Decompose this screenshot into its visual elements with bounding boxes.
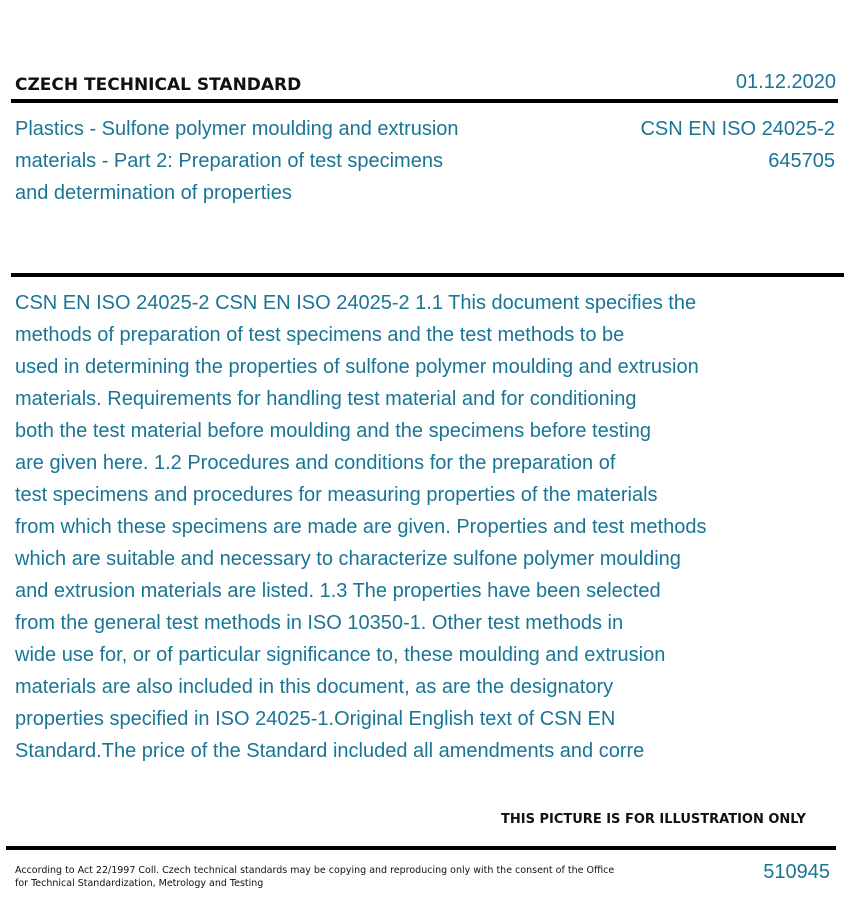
- abstract-line: are given here. 1.2 Procedures and conditions for the preparation of: [15, 452, 616, 474]
- abstract-line: properties specified in ISO 24025-1.Original English text of CSN EN: [15, 708, 616, 730]
- standard-code: CSN EN ISO 24025-2: [640, 118, 835, 140]
- legal-notice: [15, 864, 615, 890]
- document-title-line: Plastics - Sulfone polymer moulding and extrusion: [15, 118, 459, 140]
- header-divider: [11, 99, 838, 103]
- abstract-line: Standard.The price of the Standard included all amendments and corre: [15, 740, 645, 762]
- standard-type-label: CZECH TECHNICAL STANDARD: [15, 75, 302, 95]
- abstract-line: test specimens and procedures for measuring properties of the materials: [15, 484, 658, 506]
- document-title: [15, 113, 535, 209]
- document-title-line: materials - Part 2: Preparation of test specimens: [15, 150, 443, 172]
- legal-notice-line: According to Act 22/1997 Coll. Czech technical standards may be copying and reproducing only with the consent of the Office: [15, 865, 615, 876]
- section-divider: [11, 273, 844, 277]
- abstract-line: both the test material before moulding and the specimens before testing: [15, 420, 651, 442]
- publication-date: 01.12.2020: [735, 71, 836, 93]
- abstract-line: CSN EN ISO 24025-2 CSN EN ISO 24025-2 1.1 This document specifies the: [15, 292, 697, 314]
- illustration-disclaimer: THIS PICTURE IS FOR ILLUSTRATION ONLY: [501, 812, 806, 827]
- abstract-line: used in determining the properties of sulfone polymer moulding and extrusion: [15, 356, 699, 378]
- standard-number: 645705: [768, 150, 835, 172]
- document-abstract: [15, 287, 780, 767]
- abstract-line: methods of preparation of test specimens and the test methods to be: [15, 324, 625, 346]
- abstract-line: and extrusion materials are listed. 1.3 The properties have been selected: [15, 580, 661, 602]
- document-title-line: and determination of properties: [15, 182, 292, 204]
- abstract-line: which are suitable and necessary to characterize sulfone polymer moulding: [15, 548, 681, 570]
- legal-notice-line: for Technical Standardization, Metrology and Testing: [15, 878, 264, 889]
- abstract-line: from which these specimens are made are given. Properties and test methods: [15, 516, 707, 538]
- abstract-line: materials. Requirements for handling test material and for conditioning: [15, 388, 637, 410]
- abstract-line: from the general test methods in ISO 10350-1. Other test methods in: [15, 612, 624, 634]
- abstract-line: materials are also included in this document, as are the designatory: [15, 676, 614, 698]
- footer-divider: [6, 846, 836, 850]
- document-id: 510945: [763, 861, 830, 883]
- abstract-line: wide use for, or of particular significance to, these moulding and extrusion: [15, 644, 666, 666]
